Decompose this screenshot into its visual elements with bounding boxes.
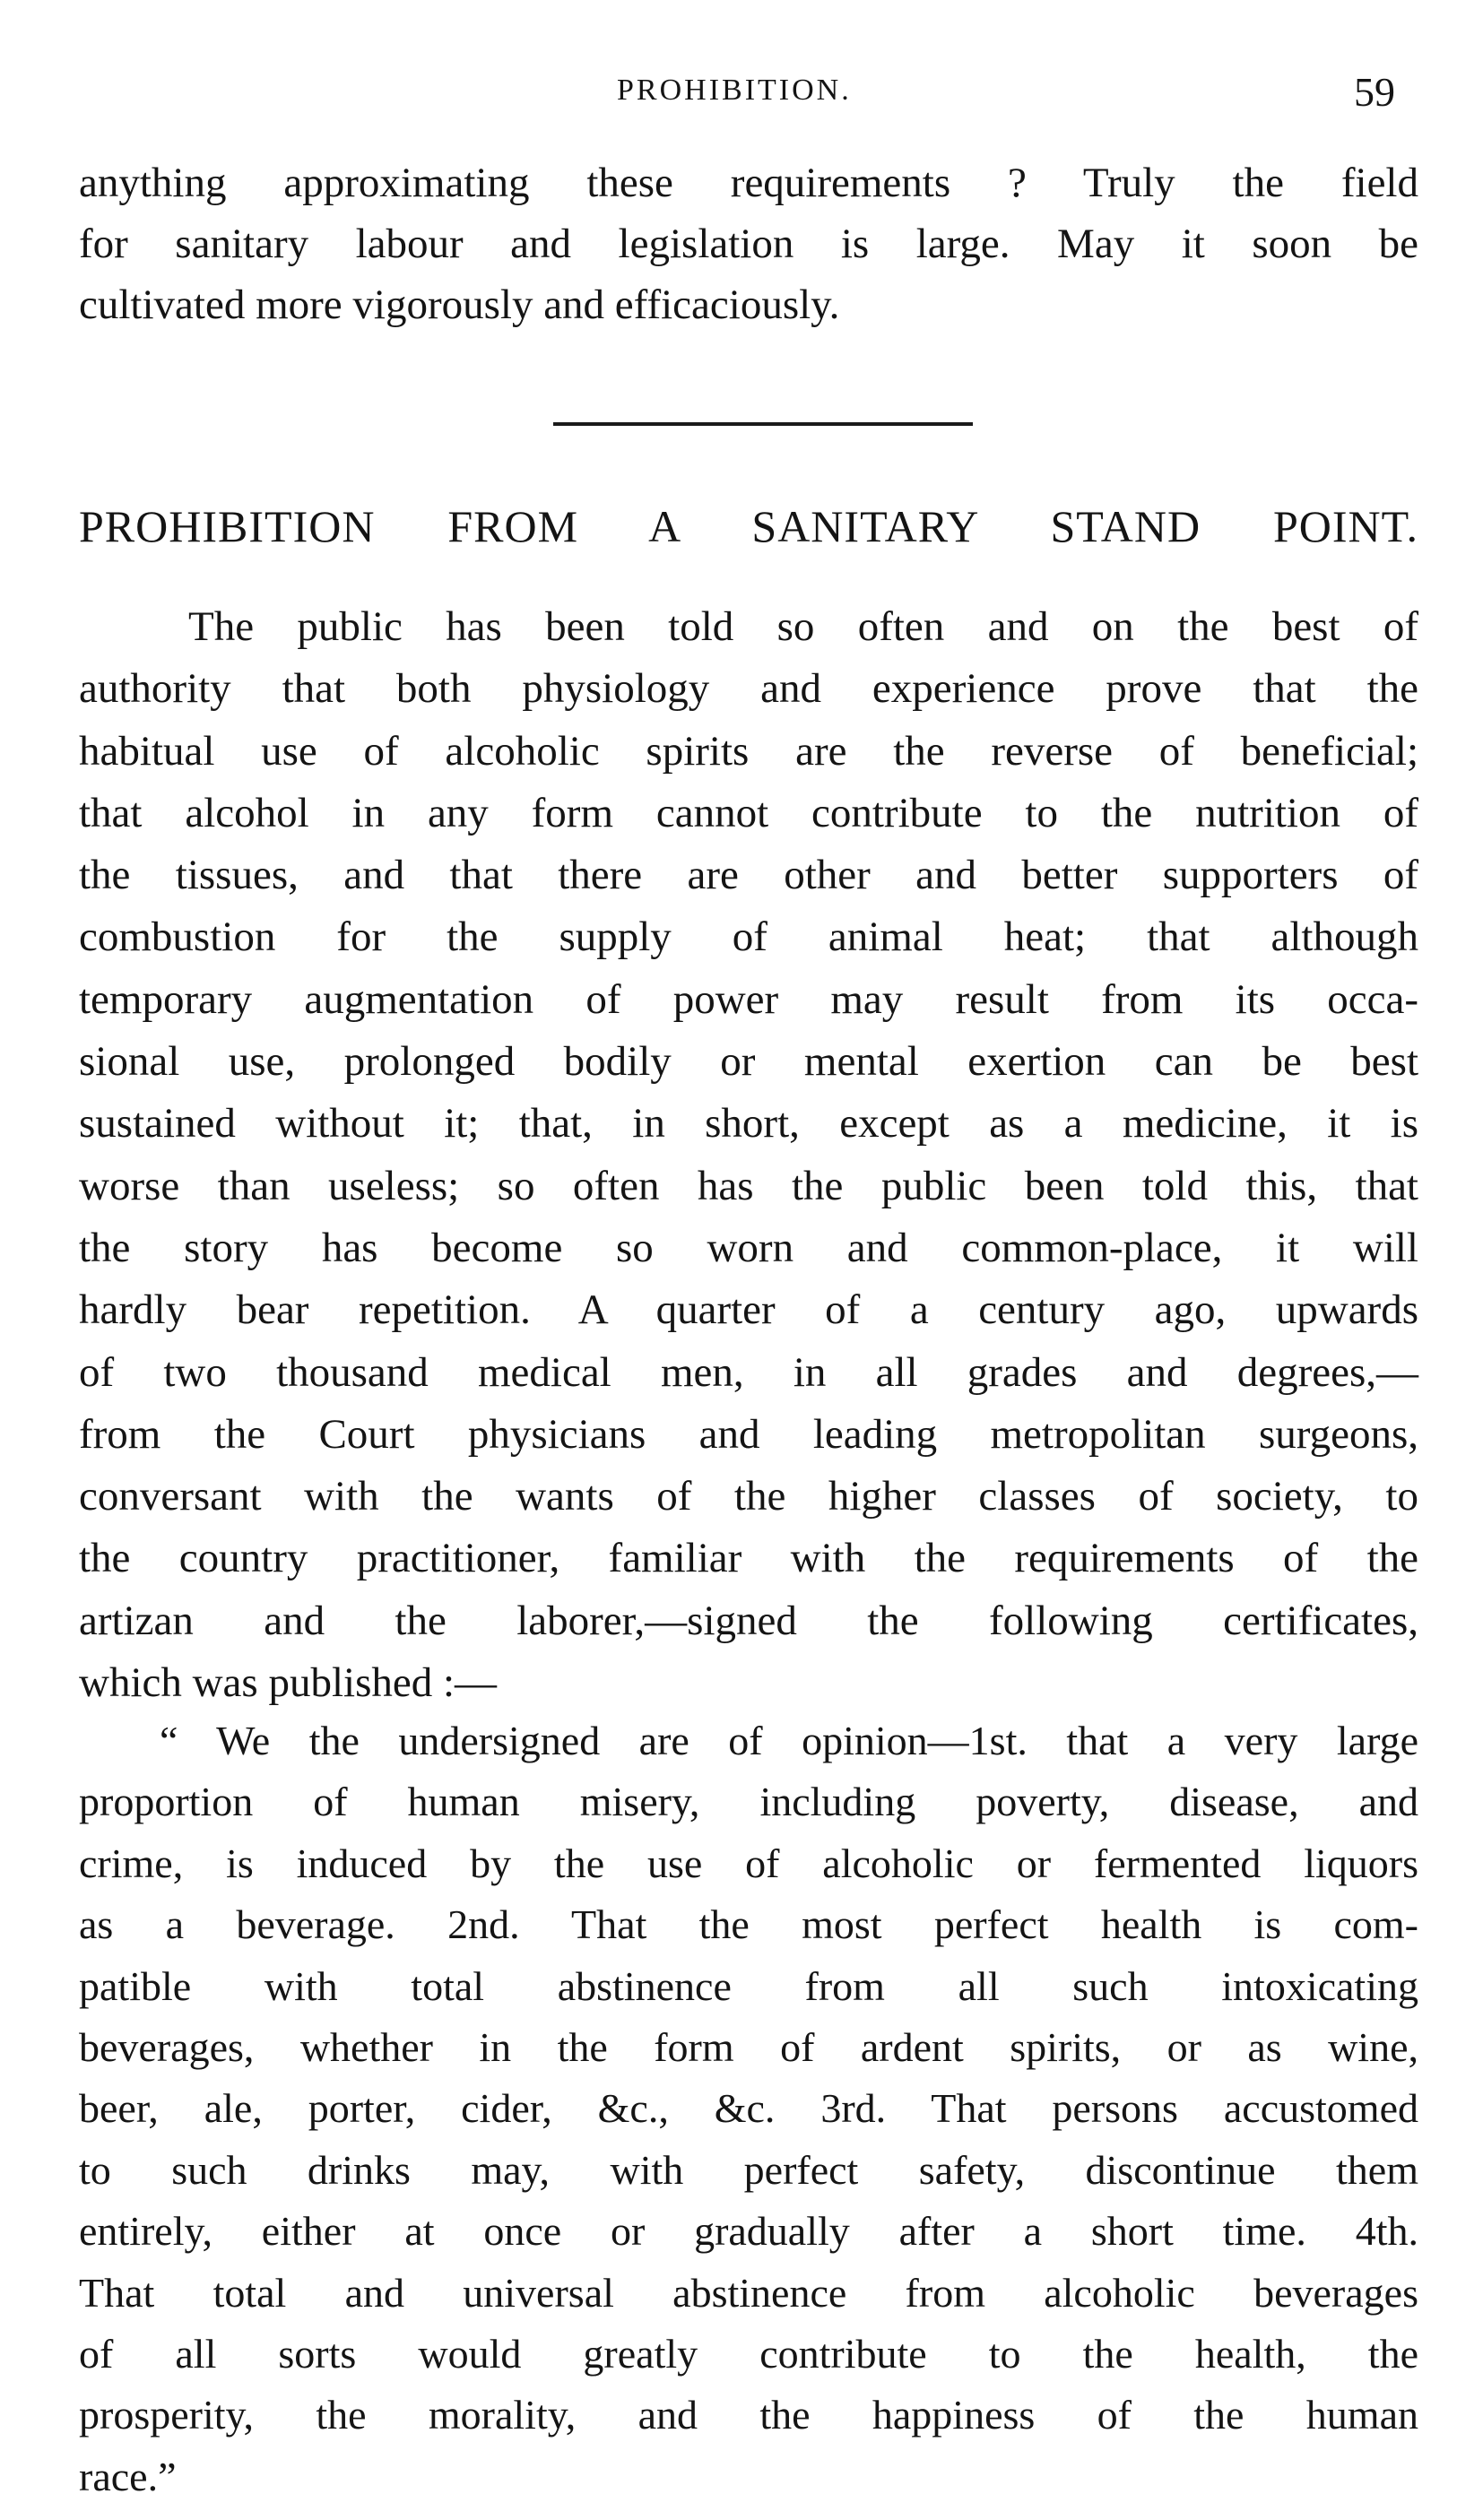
running-title: PROHIBITION. xyxy=(617,74,852,107)
text-line: the story has become so worn and common-place, it will xyxy=(79,1224,1418,1271)
text-line: to such drinks may, with perfect safety, discontinue them xyxy=(79,2146,1418,2193)
text-line: entirely, either at once or gradually after a short time. 4th. xyxy=(79,2208,1418,2255)
text-line: sional use, prolonged bodily or mental exertion can be best xyxy=(79,1038,1418,1086)
text-line: which was published :— xyxy=(79,1659,498,1707)
text-line: conversant with the wants of the higher classes of society, to xyxy=(79,1473,1418,1520)
text-line: combustion for the supply of animal heat; that although xyxy=(79,914,1418,961)
text-line: of two thousand medical men, in all grades and degrees,— xyxy=(79,1348,1418,1396)
text-line: the tissues, and that there are other and better supporters of xyxy=(79,852,1418,899)
text-line: patible with total abstinence from all such intoxicating xyxy=(79,1962,1418,2009)
section-heading: PROHIBITION FROM A SANITARY STAND POINT. xyxy=(79,501,1418,551)
section-divider xyxy=(553,422,973,426)
text-line: authority that both physiology and experience prove that the xyxy=(79,665,1418,713)
text-line: of all sorts would greatly contribute to the health, the xyxy=(79,2330,1418,2377)
text-line: as a beverage. 2nd. That the most perfect health is com- xyxy=(79,1901,1418,1948)
text-line: beer, ale, porter, cider, &c., &c. 3rd. That persons accustomed xyxy=(79,2085,1418,2132)
text-line: from the Court physicians and leading metropolitan surgeons, xyxy=(79,1410,1418,1458)
quoted-certificate xyxy=(79,1710,1418,2507)
text-line: habitual use of alcoholic spirits are the reverse of beneficial; xyxy=(79,727,1418,775)
text-line: temporary augmentation of power may result from its occa- xyxy=(79,975,1418,1023)
text-line: artizan and the laborer,—signed the following certificates, xyxy=(79,1597,1418,1644)
text-line: the country practitioner, familiar with the requirements of the xyxy=(79,1535,1418,1582)
text-line: for sanitary labour and legislation is large. May it soon be xyxy=(79,221,1418,267)
text-line: “ We the undersigned are of opinion—1st. that a very large xyxy=(160,1718,1418,1763)
body-paragraph xyxy=(79,596,1418,1714)
text-line: cultivated more vigorously and efficaciously. xyxy=(79,281,840,328)
text-line: anything approximating these requirements ? Truly the field xyxy=(79,160,1418,206)
text-line: proportion of human misery, including poverty, disease, and xyxy=(79,1779,1418,1825)
text-line: that alcohol in any form cannot contribute to the nutrition of xyxy=(79,789,1418,836)
page-number: 59 xyxy=(1354,69,1395,115)
text-line: crime, is induced by the use of alcoholic or fermented liquors xyxy=(79,1840,1418,1886)
text-line: hardly bear repetition. A quarter of a century ago, upwards xyxy=(79,1286,1418,1334)
text-line: sustained without it; that, in short, except as a medicine, it is xyxy=(79,1100,1418,1147)
running-head xyxy=(0,69,1483,118)
text-line: That total and universal abstinence from alcoholic beverages xyxy=(79,2269,1418,2316)
intro-paragraph xyxy=(79,152,1418,335)
text-line: beverages, whether in the form of ardent spirits, or as wine, xyxy=(79,2023,1418,2070)
text-line: race.” xyxy=(79,2453,177,2499)
text-line: The public has been told so often and on the best of xyxy=(188,603,1418,650)
text-line: worse than useless; so often has the public been told this, that xyxy=(79,1162,1418,1209)
text-line: prosperity, the morality, and the happiness of the human xyxy=(79,2392,1418,2438)
